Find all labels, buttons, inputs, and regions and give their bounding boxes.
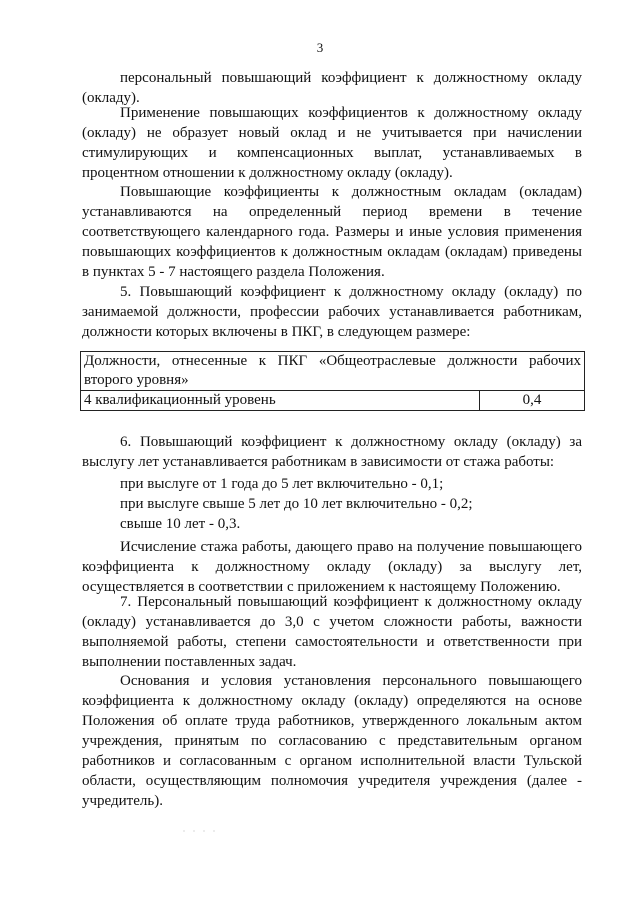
text-line: процентном отношении к должностному окладу (окладу). xyxy=(82,165,453,181)
table-row xyxy=(81,391,585,411)
text-line: Применение повышающих коэффициентов к должностному окладу xyxy=(120,105,582,121)
text-line: выполняемой работы, степени самостоятельности и ответственности при xyxy=(82,634,582,650)
text-line: выполнении поставленных задач. xyxy=(82,654,297,670)
text-line: коэффициента к должностному окладу (окладу) за выслугу лет, xyxy=(82,559,582,575)
text-line: занимаемой должности, профессии рабочих устанавливается работникам, xyxy=(82,304,582,320)
text-line: области, осуществляющим полномочия учредителя учреждения (далее - xyxy=(82,773,582,789)
paragraph-1 xyxy=(82,68,582,108)
text-line: коэффициента к должностному окладу (окладу) определяются на основе xyxy=(82,693,582,709)
text-line: устанавливаются на определенный период времени в течение xyxy=(82,204,582,220)
text-line: (окладу) устанавливается до 3,0 с учетом сложности работы, важности xyxy=(82,614,582,630)
paragraph-7 xyxy=(82,537,582,597)
text-line: осуществляется в соответствии с приложением к настоящему Положению. xyxy=(82,579,561,595)
text-line: учредитель). xyxy=(82,793,163,809)
paragraph-6 xyxy=(82,432,582,472)
text-line: второго уровня» xyxy=(84,372,189,388)
text-line: (окладу). xyxy=(82,90,140,106)
text-line: 5. Повышающий коэффициент к должностному окладу (окладу) по xyxy=(120,284,582,300)
text-line: 7. Персональный повышающий коэффициент к должностному окладу xyxy=(120,594,582,610)
paragraph-3 xyxy=(82,182,582,282)
text-line: работников и согласованным с органом исполнительной власти Тульской xyxy=(82,753,582,769)
table-cell: 0,4 xyxy=(480,391,585,411)
text-line: стимулирующих и компенсационных выплат, устанавливаемых в xyxy=(82,145,582,161)
text-line: повышающих коэффициентов к должностным окладам (окладам) приведены xyxy=(82,244,582,260)
paragraph-4 xyxy=(82,282,582,342)
table-cell: 4 квалификационный уровень xyxy=(81,391,480,411)
seniority-list xyxy=(120,474,582,534)
text-line: соответствующего календарного года. Размеры и иные условия применения xyxy=(82,224,582,240)
page-number: 3 xyxy=(316,40,324,55)
list-item: свыше 10 лет - 0,3. xyxy=(120,516,241,532)
text-line: Повышающие коэффициенты к должностным окладам (окладам) xyxy=(120,184,582,200)
text-line: (окладу) не образует новый оклад и не учитывается при начислении xyxy=(82,125,582,141)
text-line: учреждения, принятым по согласованию с представительным органом xyxy=(82,733,582,749)
text-line: персональный повышающий коэффициент к должностному окладу xyxy=(120,70,582,86)
text-line: выслугу лет устанавливается работникам в зависимости от стажа работы: xyxy=(82,454,555,470)
text-line: 6. Повышающий коэффициент к должностному окладу (окладу) за xyxy=(120,434,582,450)
text-line: Основания и условия установления персонального повышающего xyxy=(120,673,582,689)
text-line: должности которых включены в ПКГ, в следующем размере: xyxy=(82,324,471,340)
list-item: при выслуге свыше 5 лет до 10 лет включительно - 0,2; xyxy=(120,496,473,512)
table-header-cell xyxy=(81,352,585,391)
scan-speckle xyxy=(180,828,220,834)
text-line: Положения об оплате труда работников, утвержденного локальным актом xyxy=(82,713,582,729)
paragraph-2 xyxy=(82,103,582,183)
paragraph-8 xyxy=(82,592,582,672)
coefficient-table xyxy=(80,351,585,411)
text-line: Исчисление стажа работы, дающего право на получение повышающего xyxy=(120,539,582,555)
list-item: при выслуге от 1 года до 5 лет включительно - 0,1; xyxy=(120,476,444,492)
text-line: Должности, отнесенные к ПКГ «Общеотраслевые должности рабочих xyxy=(84,353,581,369)
table-row xyxy=(81,352,585,391)
paragraph-9 xyxy=(82,671,582,811)
text-line: в пунктах 5 - 7 настоящего раздела Положения. xyxy=(82,264,385,280)
